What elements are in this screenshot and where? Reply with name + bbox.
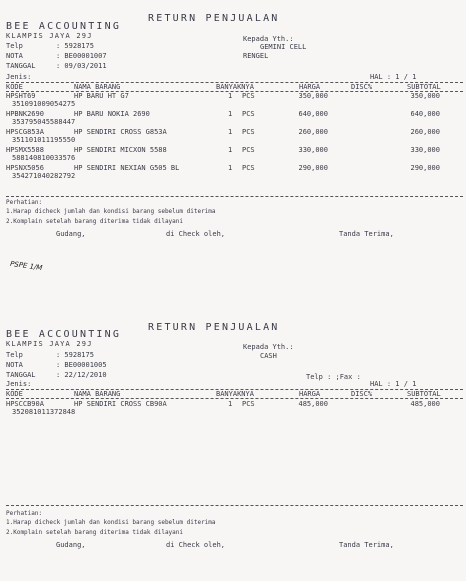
tanggal-value: : 22/12/2010 (56, 371, 107, 379)
jenis-label: Jenis: (6, 380, 32, 388)
company-name: BEE ACCOUNTING (6, 21, 122, 32)
item-subtotal: 640,000 (410, 110, 440, 118)
item-unit: PCS (242, 164, 255, 172)
kepada-address: RENGEL (243, 52, 269, 60)
gudang-label: Gudang, (56, 541, 86, 549)
perhatian-label: Perhatian: (6, 199, 43, 206)
telp-fax: Telp : ;Fax : (306, 373, 361, 381)
item-unit: PCS (242, 400, 255, 408)
col-banyaknya: BANYAKNYA (216, 390, 254, 398)
kepada-label: Kepada Yth.: (243, 343, 294, 351)
item-qty: 1 (228, 400, 233, 408)
tanggal-value: : 09/03/2011 (56, 62, 107, 70)
item-name: HP SENDIRI NEXIAN G505 BL (74, 164, 180, 172)
jenis-label: Jenis: (6, 73, 32, 81)
item-code: HPSCCB90A (6, 400, 44, 408)
company-name: BEE ACCOUNTING (6, 329, 122, 340)
item-code: HPSMX5588 (6, 146, 44, 154)
nota-label: NOTA (6, 361, 23, 369)
tanggal-label: TANGGAL (6, 371, 36, 379)
nota-value: : BE00001005 (56, 361, 107, 369)
item-qty: 1 (228, 110, 233, 118)
item-serial: 354271040282792 (12, 172, 76, 180)
telp-label: Telp (6, 351, 23, 359)
tanda-terima-label: Tanda Terima, (339, 230, 394, 238)
item-price: 640,000 (298, 110, 328, 118)
item-price: 485,000 (298, 400, 328, 408)
col-nama: NAMA BARANG (74, 83, 121, 91)
kepada-label: Kepada Yth.: (243, 35, 294, 43)
gudang-label: Gudang, (56, 230, 86, 238)
divider (6, 505, 463, 506)
item-name: HP BARU HT G7 (74, 92, 129, 100)
col-nama: NAMA BARANG (74, 390, 121, 398)
item-qty: 1 (228, 92, 233, 100)
item-subtotal: 330,000 (410, 146, 440, 154)
item-unit: PCS (242, 110, 255, 118)
col-banyaknya: BANYAKNYA (216, 83, 254, 91)
item-name: HP SENDIRI CROSS G853A (74, 128, 167, 136)
check-label: di Check oleh, (166, 541, 226, 549)
check-label: di Check oleh, (166, 230, 226, 238)
col-disc: DISC% (351, 83, 373, 91)
item-code: HPBNK2690 (6, 110, 44, 118)
telp-value: : 5928175 (56, 42, 94, 50)
item-name: HP BARU NOKIA 2690 (74, 110, 150, 118)
item-subtotal: 350,000 (410, 92, 440, 100)
tanggal-label: TANGGAL (6, 62, 36, 70)
item-unit: PCS (242, 128, 255, 136)
kepada-name: GEMINI CELL (260, 43, 307, 51)
nota-value: : BE00001007 (56, 52, 107, 60)
item-code: HPSCG853A (6, 128, 44, 136)
item-unit: PCS (242, 146, 255, 154)
note-2: 2.Komplain setelah barang diterima tidak dilayani (6, 218, 184, 225)
col-harga: HARGA (299, 83, 321, 91)
divider (6, 398, 463, 399)
item-serial: 353795045588447 (12, 118, 76, 126)
item-subtotal: 485,000 (410, 400, 440, 408)
company-address: KLAMPIS JAYA 29J (6, 340, 93, 348)
item-serial: 351091009054275 (12, 100, 76, 108)
note-1: 1.Harap dicheck jumlah dan kondisi barang sebelum diterima (6, 208, 216, 215)
item-serial: 352081011372848 (12, 408, 76, 416)
doc-title: RETURN PENJUALAN (148, 13, 280, 24)
telp-label: Telp (6, 42, 23, 50)
note-1: 1.Harap dicheck jumlah dan kondisi barang sebelum diterima (6, 519, 216, 526)
item-subtotal: 260,000 (410, 128, 440, 136)
item-code: HPSNX5056 (6, 164, 44, 172)
item-serial: 351101011195550 (12, 136, 76, 144)
company-address: KLAMPIS JAYA 29J (6, 32, 93, 40)
telp-value: : 5928175 (56, 351, 94, 359)
item-subtotal: 290,000 (410, 164, 440, 172)
perhatian-label: Perhatian: (6, 510, 43, 517)
handwritten-signature: PSPE 1/M (9, 259, 43, 273)
note-2: 2.Komplain setelah barang diterima tidak dilayani (6, 529, 184, 536)
col-harga: HARGA (299, 390, 321, 398)
tanda-terima-label: Tanda Terima, (339, 541, 394, 549)
page-indicator: HAL : 1 / 1 (370, 380, 417, 388)
nota-label: NOTA (6, 52, 23, 60)
col-subtotal: SUBTOTAL (407, 390, 441, 398)
col-disc: DISC% (351, 390, 373, 398)
item-name: HP SENDIRI CROSS CB90A (74, 400, 167, 408)
item-serial: 588140810033576 (12, 154, 76, 162)
doc-title: RETURN PENJUALAN (148, 322, 280, 333)
item-price: 260,000 (298, 128, 328, 136)
item-name: HP SENDIRI MICXON 5588 (74, 146, 167, 154)
col-subtotal: SUBTOTAL (407, 83, 441, 91)
item-code: HPSHT69 (6, 92, 36, 100)
item-price: 350,000 (298, 92, 328, 100)
item-unit: PCS (242, 92, 255, 100)
item-price: 330,000 (298, 146, 328, 154)
col-kode: KODE (6, 83, 23, 91)
page-indicator: HAL : 1 / 1 (370, 73, 417, 81)
kepada-name: CASH (260, 352, 277, 360)
item-qty: 1 (228, 146, 233, 154)
item-qty: 1 (228, 128, 233, 136)
col-kode: KODE (6, 390, 23, 398)
item-qty: 1 (228, 164, 233, 172)
item-price: 290,000 (298, 164, 328, 172)
